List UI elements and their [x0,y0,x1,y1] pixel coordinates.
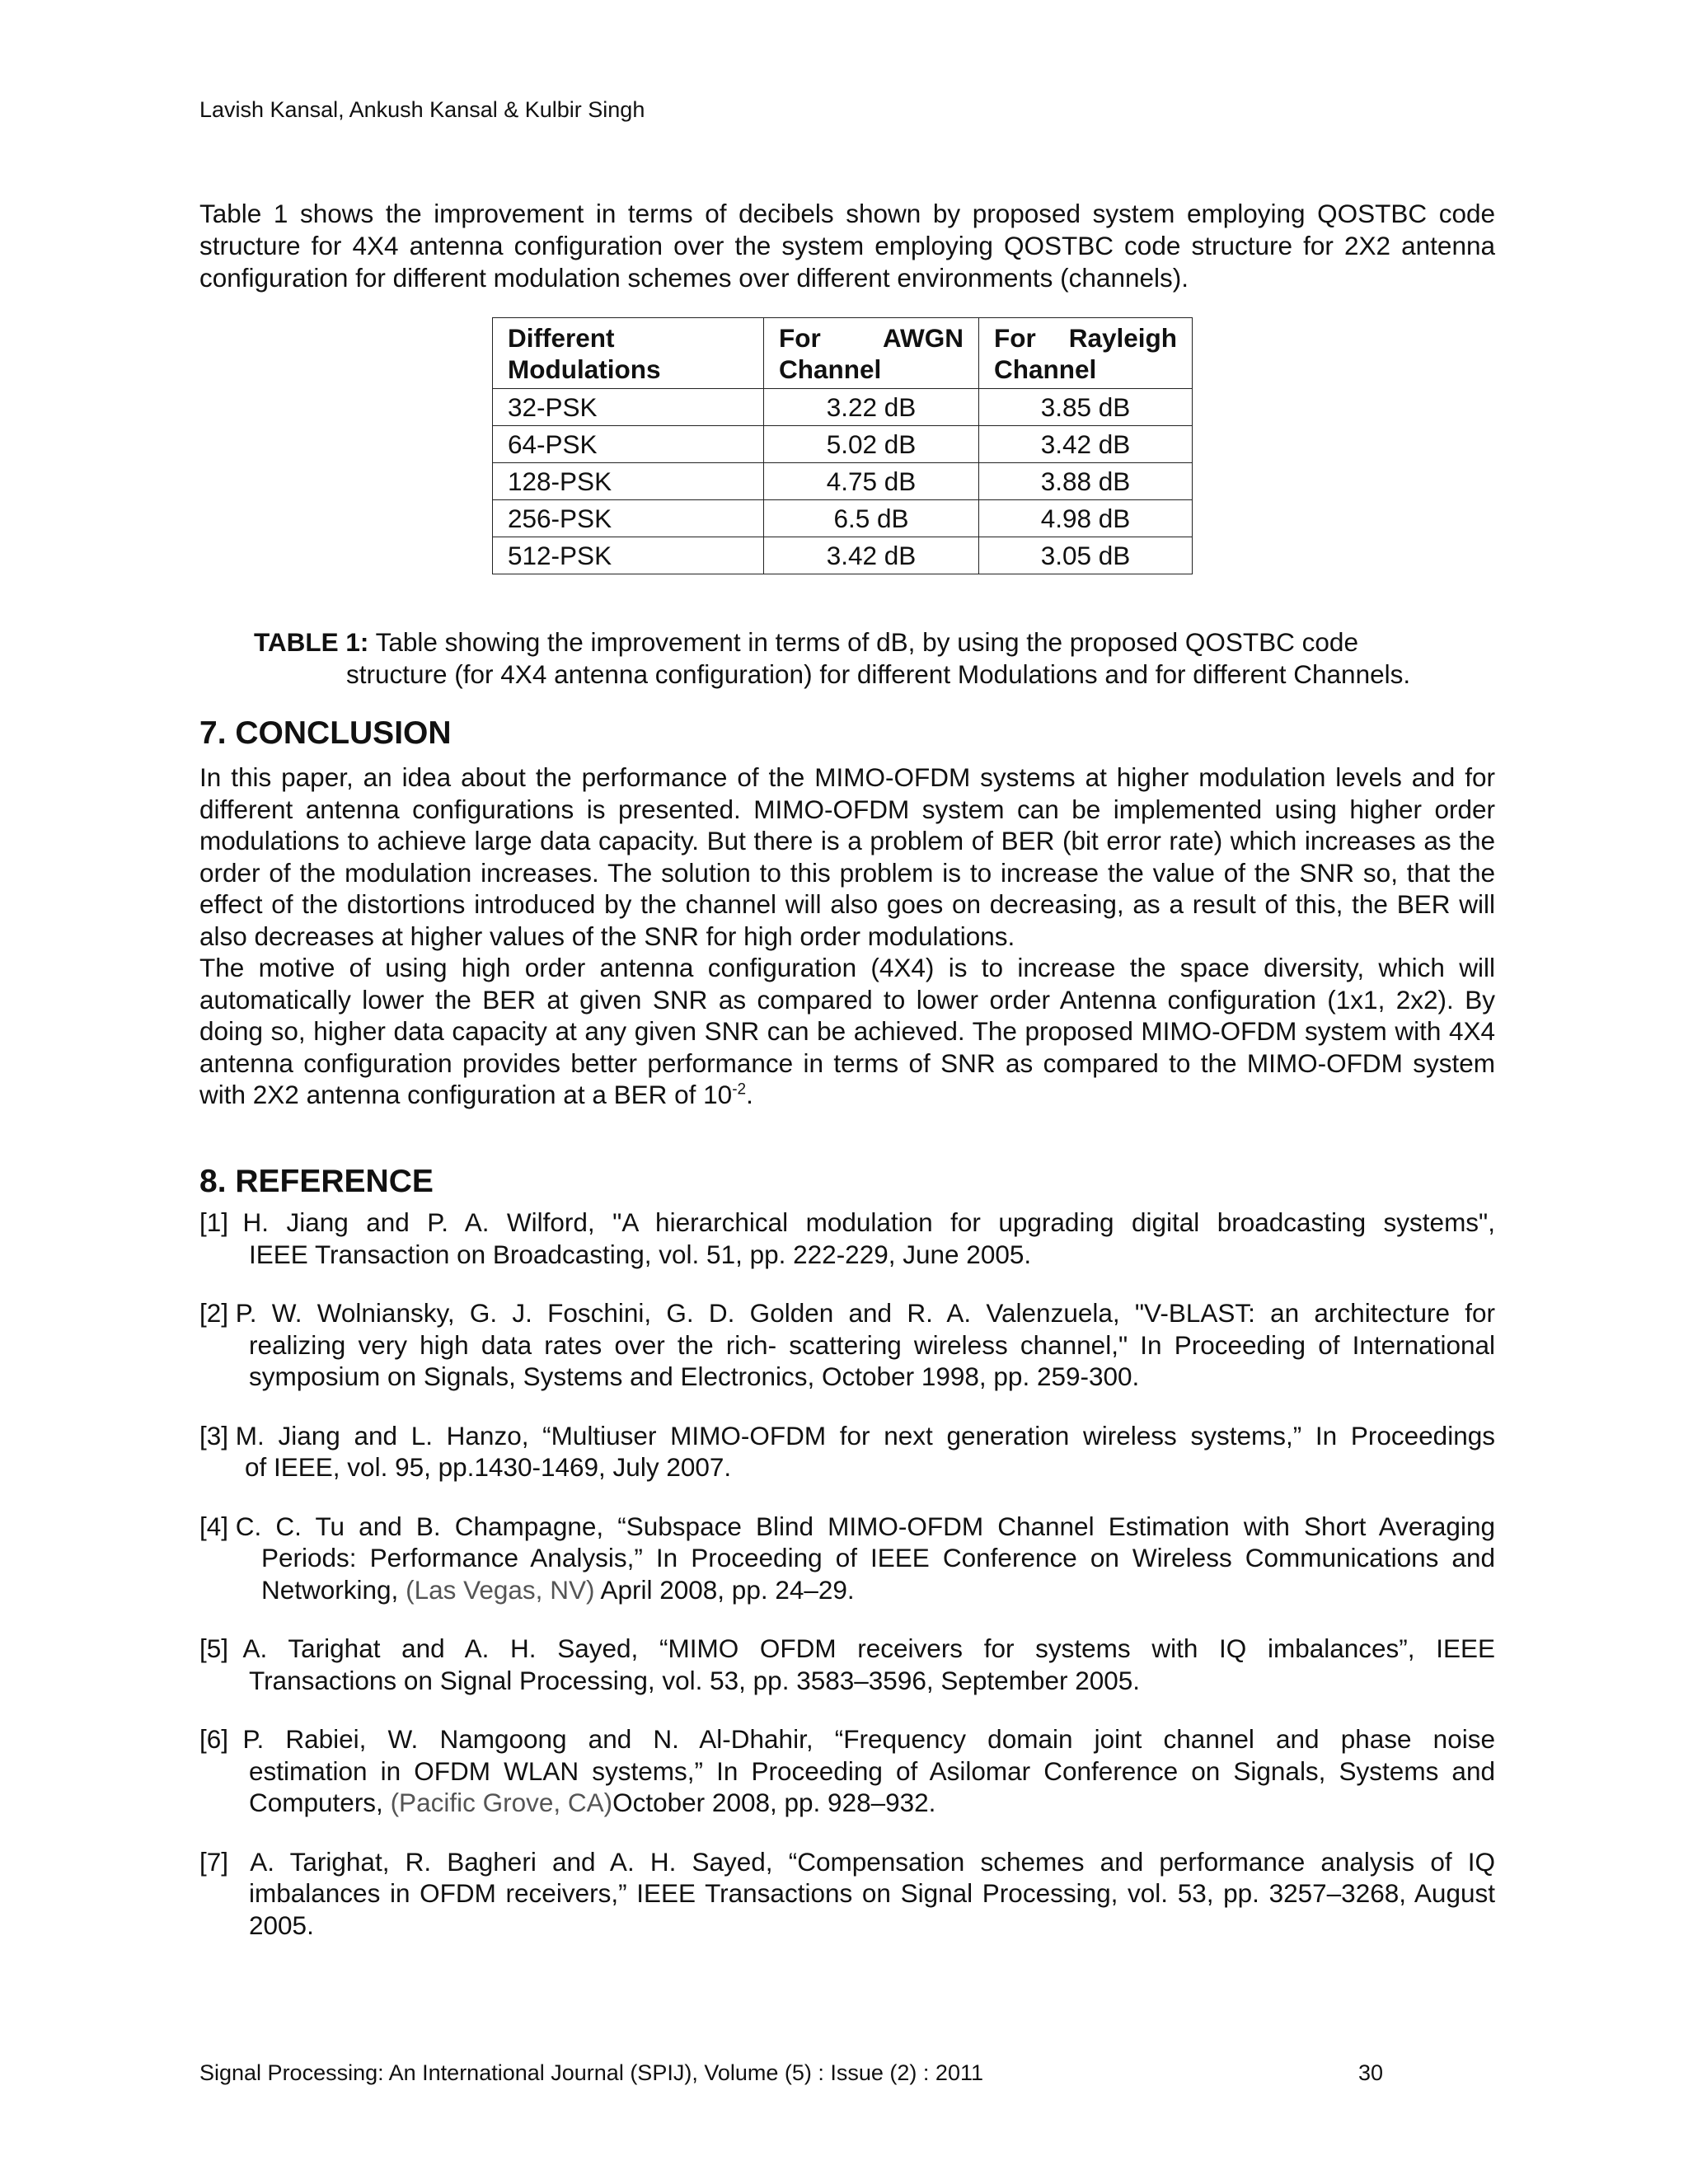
reference-line: M. Jiang and L. Hanzo, “Multiuser MIMO-OFDM for next generation wireless systems,” In Proceedings [235,1420,1495,1451]
reference-number: [3] [199,1420,236,1451]
reference-number: [6] [199,1724,243,1754]
reference-heading: 8. REFERENCE [199,1164,434,1199]
reference-line: C. C. Tu and B. Champagne, “Subspace Blind MIMO-OFDM Channel Estimation with Short Averaging [235,1511,1495,1541]
paragraph-text: The motive of using high order antenna configuration (4X4) is to increase the space diversity, which will automatically lower the BER at given SNR as compared to lower order Antenna configuration (1x1, 2x2). By doing so, higher data capacity at any given SNR can be achieved. The proposed MIMO-OFDM system with 4X4 antenna configuration provides better performance in terms of SNR as compared to the MIMO-OFDM system with 2X2 antenna configuration at a BER of 10 [199,953,1495,1109]
reference-continuation: of IEEE, vol. 95, pp.1430-1469, July 2007. [245,1452,732,1482]
reference-continuation: realizing very high data rates over the rich- scattering wireless channel," In Proceeding of International symposium on Signals, Systems and Electronics, October 1998, pp. 259-300. [249,1329,1495,1391]
conclusion-heading: 7. CONCLUSION [199,715,452,751]
cell-awgn: 4.75 dB [764,463,979,500]
caption-line1: Table showing the improvement in terms of dB, by using the proposed QOSTBC code [375,627,1358,657]
cell-modulation: 256-PSK [493,500,764,537]
reference-item [199,1207,1495,1270]
header-line: Channel [779,354,882,384]
table-row [493,463,1193,500]
cell-rayleigh: 3.05 dB [979,537,1193,574]
reference-line: A. Tarighat and A. H. Sayed, “MIMO OFDM receivers for systems with IQ imbalances”, IEEE [242,1633,1495,1663]
reference-line: H. Jiang and P. A. Wilford, "A hierarchical modulation for upgrading digital broadcasting systems", [242,1207,1495,1237]
table-row [493,500,1193,537]
reference-line: P. Rabiei, W. Namgoong and N. Al-Dhahir, “Frequency domain joint channel and phase noise [242,1724,1495,1754]
header-line: Channel [994,354,1097,384]
intro-paragraph: Table 1 shows the improvement in terms of decibels shown by proposed system employing QOSTBC code structure for 4X4 antenna configuration over the system employing QOSTBC code structure for 2X2 antenna configuration for different modulation schemes over different environments (channels). [199,199,1495,293]
reference-text: estimation in OFDM WLAN systems,” In Proceeding of Asilomar Conference on Signals, Systems and Computers, [249,1755,1495,1817]
reference-continuation [199,1542,1495,1605]
reference-item [199,1846,1495,1942]
reference-item [199,1420,1495,1483]
reference-continuation [199,1755,1495,1819]
cell-rayleigh: 3.88 dB [979,463,1193,500]
reference-item [199,1723,1495,1819]
caption-label: TABLE 1: [254,627,369,657]
header-modulations [493,318,764,389]
header-line [779,322,964,354]
header-awgn [764,318,979,389]
exponent: -2 [732,1080,747,1099]
cell-awgn: 6.5 dB [764,500,979,537]
conclusion-paragraph-1: In this paper, an idea about the performance of the MIMO-OFDM systems at higher modulation levels and for different antenna configurations is presented. MIMO-OFDM system can be implemented using higher order modulations to achieve large data capacity. But there is a problem of BER (bit error rate) which increases as the order of the modulation increases. The solution to this problem is to increase the value of the SNR so, that the effect of the distortions introduced by the channel will also goes on decreasing, as a result of this, the BER will also decreases at higher values of the SNR for high order modulations. [199,762,1495,951]
cell-modulation: 64-PSK [493,426,764,463]
cell-rayleigh: 4.98 dB [979,500,1193,537]
reference-number: [4] [199,1511,236,1541]
reference-list [199,1207,1495,1941]
cell-modulation: 128-PSK [493,463,764,500]
table-caption [254,626,1490,691]
reference-item [199,1297,1495,1393]
cell-awgn: 3.22 dB [764,389,979,426]
conclusion-paragraph-2 [199,952,1495,1111]
reference-item [199,1633,1495,1696]
header-line: Different [508,323,615,353]
running-head: Lavish Kansal, Ankush Kansal & Kulbir Singh [199,97,645,122]
header-word: For [779,323,821,353]
reference-number: [5] [199,1633,243,1663]
page-number: 30 [1358,2060,1384,2085]
footer-journal: Signal Processing: An International Journal (SPIJ), Volume (5) : Issue (2) : 2011 [199,2060,983,2085]
reference-text: October 2008, pp. 928–932. [612,1788,936,1817]
header-rayleigh [979,318,1193,389]
cell-rayleigh: 3.42 dB [979,426,1193,463]
paragraph-end: . [746,1080,753,1109]
reference-line: A. Tarighat, R. Bagheri and A. H. Sayed, “Compensation schemes and performance analysis of IQ [250,1846,1495,1877]
results-table [492,317,1193,574]
reference-text: Periods: Performance Analysis,” In Proceeding of IEEE Conference on Wireless Communications and Networking, [261,1543,1495,1605]
reference-continuation: imbalances in OFDM receivers,” IEEE Transactions on Signal Processing, vol. 53, pp. 3257–3268, August 2005. [249,1878,1495,1940]
caption-line2: structure (for 4X4 antenna configuration) for different Modulations and for different Channels. [346,659,1411,689]
reference-item [199,1511,1495,1606]
header-word: For [994,323,1036,353]
cell-awgn: 5.02 dB [764,426,979,463]
reference-location: (Las Vegas, NV) [406,1574,595,1605]
table-row [493,426,1193,463]
table-row [493,537,1193,574]
header-word: AWGN [883,323,964,353]
reference-number: [7] [199,1846,251,1877]
reference-location: (Pacific Grove, CA) [390,1788,613,1817]
cell-modulation: 512-PSK [493,537,764,574]
header-line: Modulations [508,354,661,384]
reference-line: P. W. Wolniansky, G. J. Foschini, G. D. Golden and R. A. Valenzuela, "V-BLAST: an architecture for [235,1298,1495,1328]
cell-awgn: 3.42 dB [764,537,979,574]
table-header-row [493,318,1193,389]
reference-continuation: Transactions on Signal Processing, vol. 53, pp. 3583–3596, September 2005. [249,1665,1141,1695]
table-row [493,389,1193,426]
reference-text: April 2008, pp. 24–29. [594,1574,855,1605]
header-line [994,322,1177,354]
reference-continuation: IEEE Transaction on Broadcasting, vol. 51, pp. 222-229, June 2005. [249,1239,1032,1269]
reference-number: [2] [199,1298,236,1328]
header-word: Rayleigh [1068,323,1177,353]
cell-modulation: 32-PSK [493,389,764,426]
cell-rayleigh: 3.85 dB [979,389,1193,426]
reference-number: [1] [199,1207,243,1237]
conclusion-body [199,762,1495,1111]
